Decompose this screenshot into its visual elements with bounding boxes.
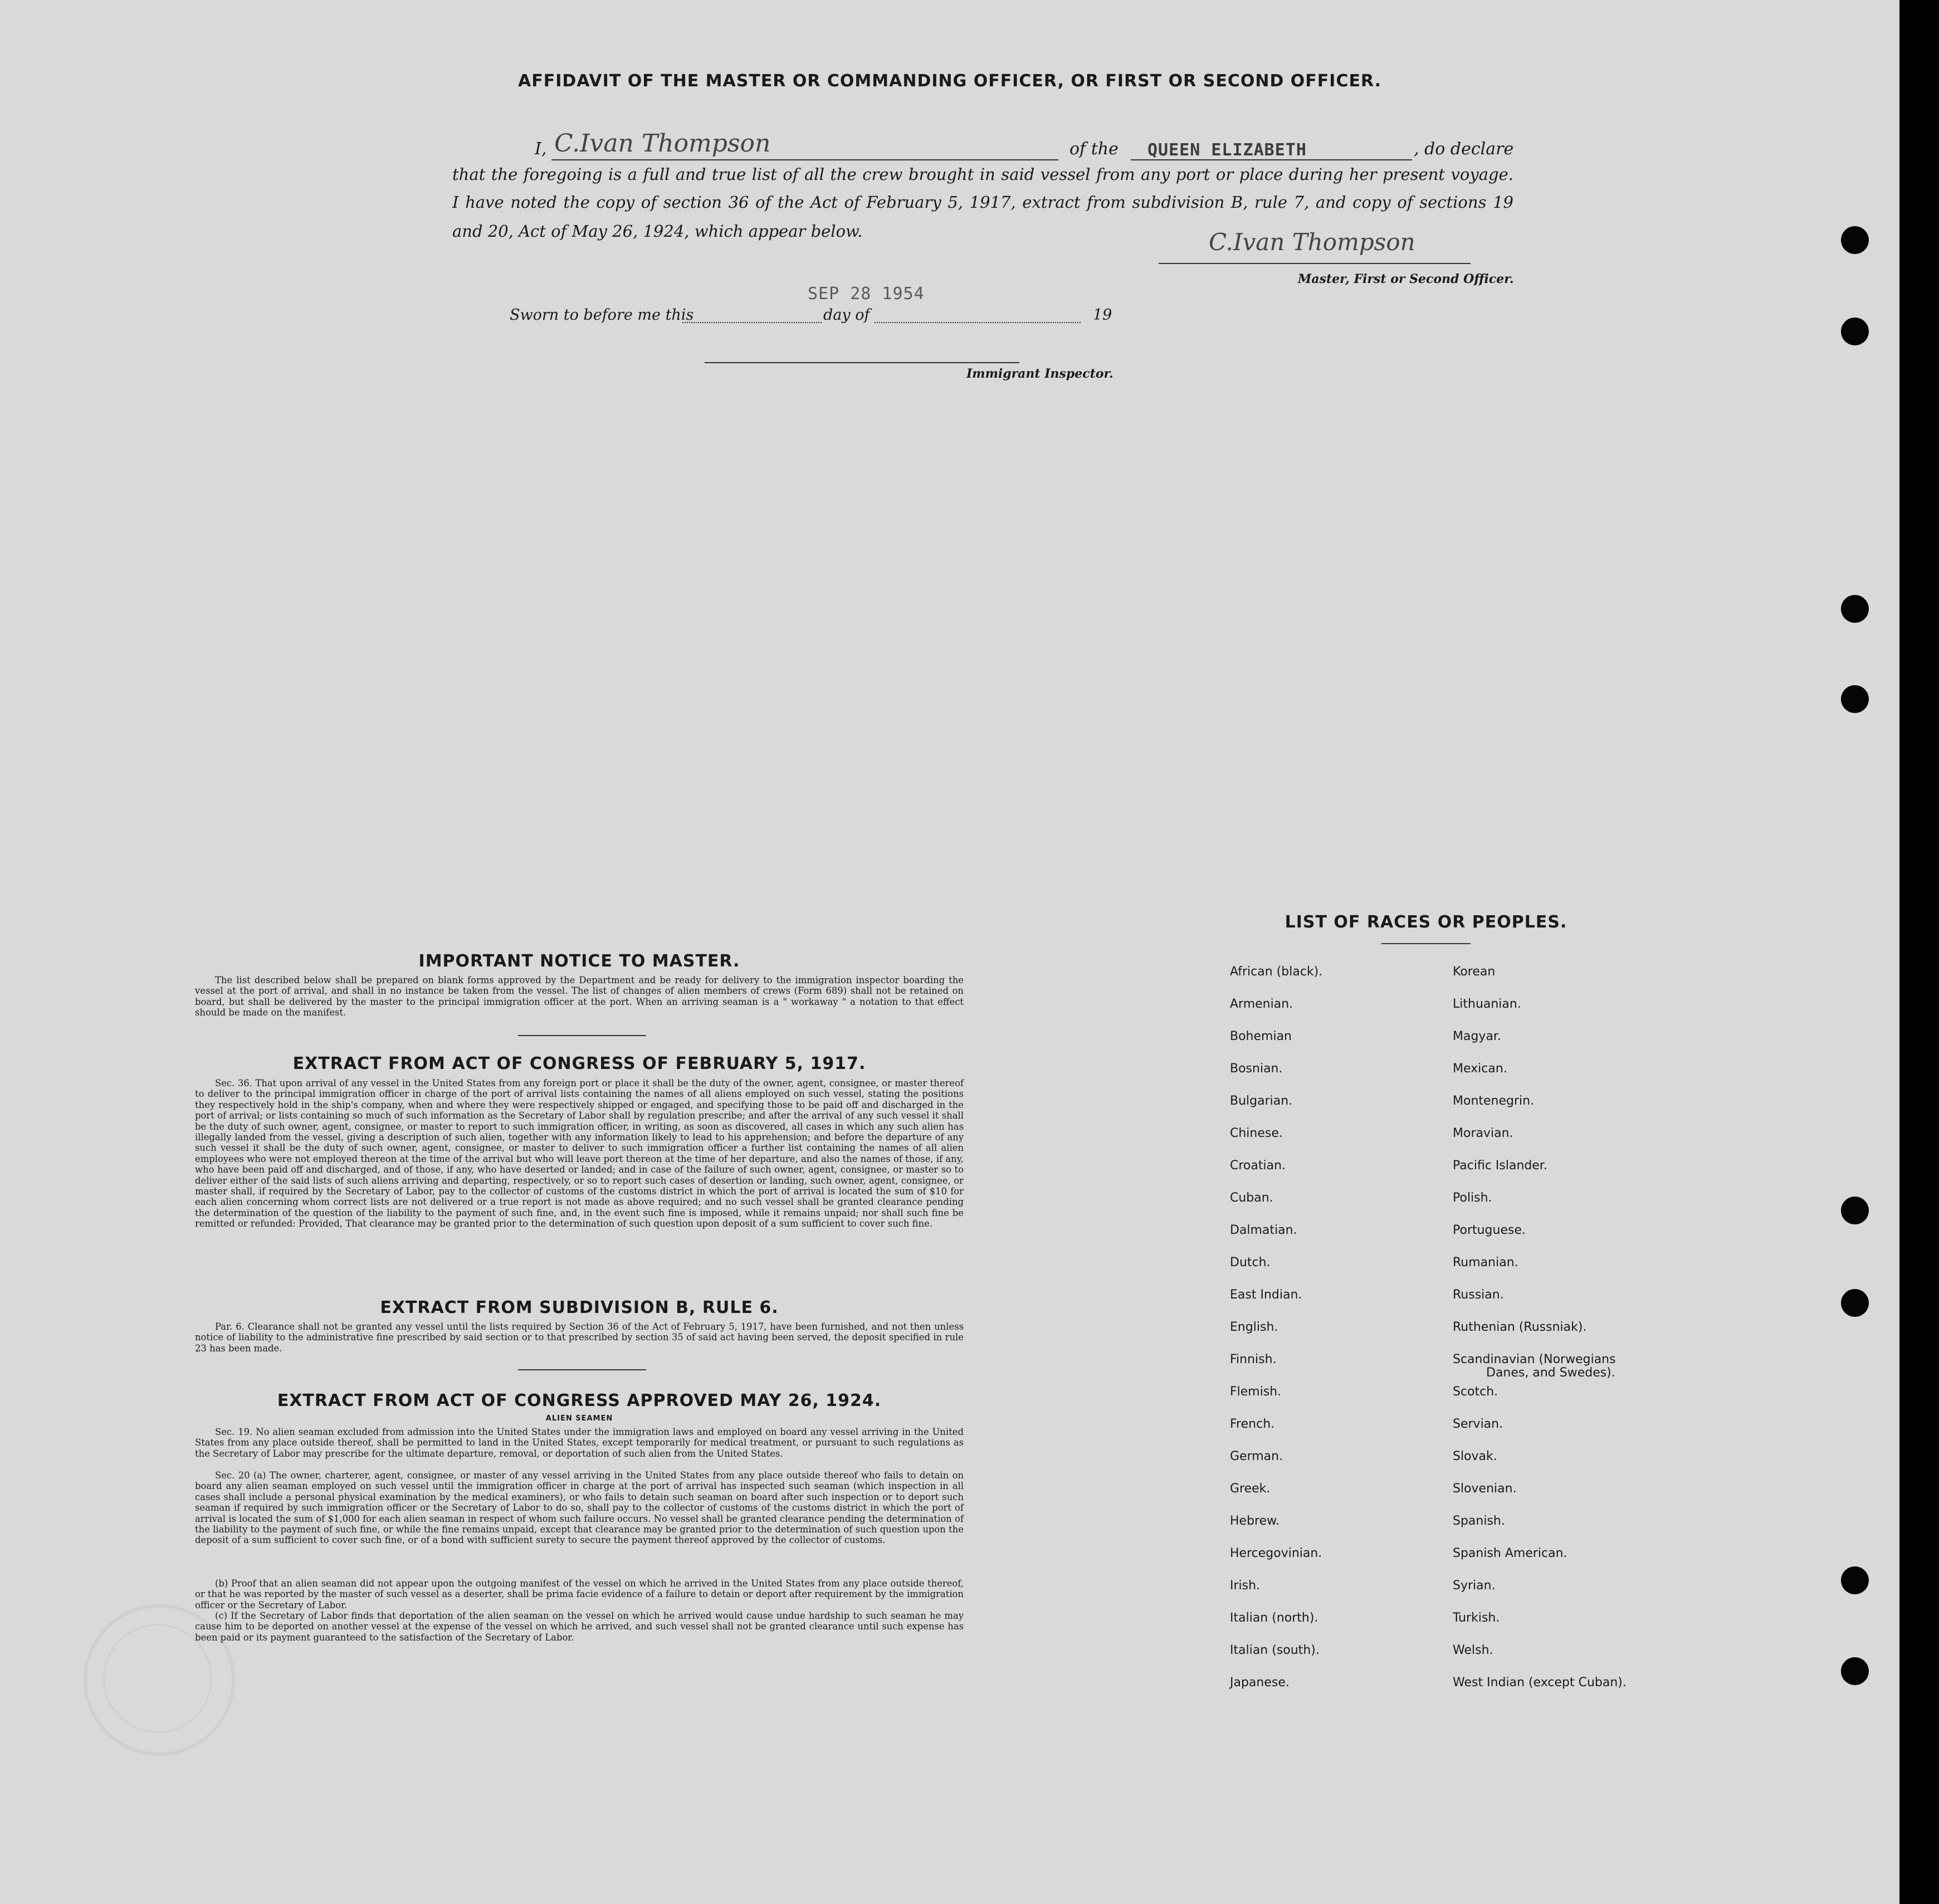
notice-title: IMPORTANT NOTICE TO MASTER. bbox=[418, 951, 740, 971]
race-item: Danes, and Swedes). bbox=[1486, 1366, 1615, 1380]
sworn-day-blank bbox=[682, 322, 822, 323]
race-item: Japanese. bbox=[1230, 1676, 1290, 1690]
race-item: Servian. bbox=[1453, 1417, 1503, 1431]
race-item: Armenian. bbox=[1230, 997, 1293, 1011]
extract-rule6-text: Par. 6. Clearance shall not be granted any vessel until the lists required by Section 36 of the Act of February 5, 1917, have been furnished, and not then unless notice of liability to the administrative fine prescribed by said section or to that prescribed by section 35 of said act having been served, the deposit specified in rule 23 has been made. bbox=[195, 1321, 964, 1354]
inspector-caption: Immigrant Inspector. bbox=[966, 367, 1113, 381]
section-divider bbox=[518, 1035, 646, 1036]
declaration-line-2: that the foregoing is a full and true list of all the crew brought in said vessel from any port or place during her present voyage. bbox=[452, 165, 1513, 184]
race-item: Finnish. bbox=[1230, 1353, 1277, 1366]
race-item: Chinese. bbox=[1230, 1126, 1283, 1140]
punch-hole bbox=[1841, 226, 1869, 254]
punch-hole bbox=[1841, 1289, 1869, 1317]
sworn-prefix: Sworn to before me this bbox=[510, 306, 694, 324]
punch-hole bbox=[1841, 1566, 1869, 1594]
punch-hole bbox=[1841, 1197, 1869, 1224]
races-title: LIST OF RACES OR PEOPLES. bbox=[1284, 912, 1567, 932]
race-item: Welsh. bbox=[1453, 1643, 1493, 1657]
race-item: French. bbox=[1230, 1417, 1275, 1431]
race-item: Italian (north). bbox=[1230, 1611, 1318, 1625]
race-item: Syrian. bbox=[1453, 1579, 1496, 1593]
declaration-line-3: I have noted the copy of section 36 of the Act of February 5, 1917, extract from subdivision B, rule 7, and copy of sections 19 bbox=[452, 193, 1513, 212]
inspector-signature-line bbox=[705, 362, 1019, 363]
race-item: Turkish. bbox=[1453, 1611, 1500, 1625]
punch-hole bbox=[1841, 318, 1869, 345]
race-item: Moravian. bbox=[1453, 1126, 1513, 1140]
punch-hole bbox=[1841, 595, 1869, 623]
extract-1924-sec19: Sec. 19. No alien seaman excluded from admission into the United States under the immigration laws and employed on board any vessel arriving in the United States from any place outside thereof, shall be permitted to land in the United States, except temporarily for medical treatment, or pursuant to such regulations as the Secretary of Labor may prescribe for the ultimate departure, removal, or deportation of such alien from the United States. bbox=[195, 1427, 964, 1459]
race-item: Korean bbox=[1453, 965, 1496, 979]
affidavit-title: AFFIDAVIT OF THE MASTER OR COMMANDING OFFICER, OR FIRST OR SECOND OFFICER. bbox=[517, 71, 1382, 91]
name-blank bbox=[551, 159, 1058, 160]
race-item: Bosnian. bbox=[1230, 1062, 1283, 1076]
race-item: German. bbox=[1230, 1449, 1283, 1463]
section-divider bbox=[518, 1369, 646, 1370]
race-item: Lithuanian. bbox=[1453, 997, 1521, 1011]
race-item: Irish. bbox=[1230, 1579, 1261, 1593]
declaration-of-the: of the bbox=[1069, 139, 1119, 159]
race-item: Bulgarian. bbox=[1230, 1094, 1293, 1108]
declaration-line-4: and 20, Act of May 26, 1924, which appear below. bbox=[452, 222, 863, 241]
race-item: Slovenian. bbox=[1453, 1482, 1517, 1496]
race-item: Russian. bbox=[1453, 1288, 1504, 1302]
punch-hole bbox=[1841, 685, 1869, 713]
race-item: Flemish. bbox=[1230, 1385, 1282, 1399]
extract-rule6-title: EXTRACT FROM SUBDIVISION B, RULE 6. bbox=[380, 1298, 779, 1317]
alien-seamen-subhead: ALIEN SEAMEN bbox=[545, 1414, 613, 1423]
signer-name-handwritten: C.Ivan Thompson bbox=[554, 129, 771, 158]
race-item: East Indian. bbox=[1230, 1288, 1302, 1302]
race-item: Polish. bbox=[1453, 1191, 1492, 1205]
race-item: West Indian (except Cuban). bbox=[1453, 1676, 1627, 1690]
date-stamp: SEP 28 1954 bbox=[808, 284, 925, 304]
race-item: African (black). bbox=[1230, 965, 1323, 979]
race-item: Pacific Islander. bbox=[1453, 1159, 1547, 1173]
master-signature: C.Ivan Thompson bbox=[1209, 228, 1415, 256]
race-item: Scotch. bbox=[1453, 1385, 1498, 1399]
extract-1917-text: Sec. 36. That upon arrival of any vessel in the United States from any foreign port or place it shall be the duty of the owner, agent, consignee, or master thereof to deliver to the principal immigration officer in charge of the port of arrival lists containing the names of all aliens employed on such vessel, stating the positions they respectively hold in the ship's company, when and where they were respectively shipped or engaged, and specifying those to be paid off and discharged in the port of arrival; or lists containing so much of such information as the Secretary of Labor shall by regulation prescribe; and after the arrival of any such vessel it shall be the duty of such owner, agent, consignee, or master to report to such immigration officer, in writing, as soon as discovered, all cases in which any such alien has illegally landed from the vessel, giving a description of such alien, together with any information likely to lead to his apprehension; and before the departure of any such vessel it shall be the duty of such owner, agent, consignee, or master to deliver to such immigration officer a further list containing the names of all alien employees who were not employed thereon at the time of the arrival but who will leave port thereon at the time of her departure, and also the names of those, if any, who have been paid off and discharged, and of those, if any, who have deserted or landed; and in case of the failure of such owner, agent, consignee, or master so to deliver either of the said lists of such aliens arriving and departing, respectively, or so to report such cases of desertion or landing, such owner, agent, consignee, or master shall, if required by the Secretary of Labor, pay to the collector of customs of the customs district in which the port of arrival is located the sum of $10 for each alien concerning whom correct lists are not delivered or a true report is not made as above required; and no such vessel shall be granted clearance pending the determination of the question of the liability to the payment of such fine, and, in the event such fine is imposed, while it remains unpaid; nor shall such fine be remitted or refunded: Provided, That clearance may be granted prior to the determination of such question upon deposit of a sum sufficient to cover such fine. bbox=[195, 1078, 964, 1229]
extract-1924-sec20c: (c) If the Secretary of Labor finds that deportation of the alien seaman on the vessel on which he arrived would cause undue hardship to such seaman he may cause him to be deported on another vessel at the expense of the vessel on which he arrived, and such vessel shall not be granted clearance until such expense has been paid or its payment guaranteed to the satisfaction of the Secretary of Labor. bbox=[195, 1610, 964, 1643]
race-item: Hebrew. bbox=[1230, 1514, 1280, 1528]
race-item: Portuguese. bbox=[1453, 1223, 1526, 1237]
sworn-day-of: day of bbox=[823, 306, 870, 324]
extract-1917-title: EXTRACT FROM ACT OF CONGRESS OF FEBRUARY 5, 1917. bbox=[292, 1054, 866, 1073]
race-item: Italian (south). bbox=[1230, 1643, 1320, 1657]
race-item: Magyar. bbox=[1453, 1029, 1501, 1043]
vessel-name-stamp: QUEEN ELIZABETH bbox=[1147, 140, 1307, 160]
race-item: Mexican. bbox=[1453, 1062, 1507, 1076]
race-item: Bohemian bbox=[1230, 1029, 1292, 1043]
sworn-month-blank bbox=[875, 322, 1081, 323]
signature-caption: Master, First or Second Officer. bbox=[1298, 272, 1514, 286]
declaration-do-declare: , do declare bbox=[1414, 139, 1514, 159]
race-item: Cuban. bbox=[1230, 1191, 1273, 1205]
notice-text: The list described below shall be prepared on blank forms approved by the Department and be ready for delivery to the immigration inspector boarding the vessel at the port of arrival, and shall in no instance be taken from the vessel. The list of changes of alien members of crews (Form 689) shall not be retained on board, but shall be delivered by the master to the principal immigration officer at the port. When an arriving seaman is a " workaway " a notation to that effect should be made on the manifest. bbox=[195, 975, 964, 1018]
race-item: Spanish American. bbox=[1453, 1546, 1567, 1560]
race-item: Slovak. bbox=[1453, 1449, 1497, 1463]
signature-line bbox=[1159, 263, 1471, 264]
race-item: Ruthenian (Russniak). bbox=[1453, 1320, 1587, 1334]
race-item: Rumanian. bbox=[1453, 1256, 1518, 1270]
extract-1924-title: EXTRACT FROM ACT OF CONGRESS APPROVED MAY 26, 1924. bbox=[277, 1391, 882, 1410]
extract-1924-sec20b: (b) Proof that an alien seaman did not appear upon the outgoing manifest of the vessel on which he arrived in the United States from any place outside thereof, or that he was reported by the master of such vessel as a deserter, shall be prima facie evidence of a failure to detain or deport after requirement by the immigration officer or the Secretary of Labor. bbox=[195, 1578, 964, 1610]
race-item: Dalmatian. bbox=[1230, 1223, 1297, 1237]
race-item: Greek. bbox=[1230, 1482, 1271, 1496]
race-item: English. bbox=[1230, 1320, 1278, 1334]
race-item: Spanish. bbox=[1453, 1514, 1505, 1528]
race-item: Hercegovinian. bbox=[1230, 1546, 1322, 1560]
races-divider bbox=[1381, 943, 1471, 944]
extract-1924-sec20a: Sec. 20 (a) The owner, charterer, agent, consignee, or master of any vessel arriving in the United States from any place outside thereof who fails to detain on board any alien seaman employed on such vessel until the immigration officer in charge at the port of arrival has inspected such seaman (which inspection in all cases shall include a personal physical examination by the medical examiners), or who fails to detain such seaman on board after such inspection or to deport such seaman if required by such immigration officer or the Secretary of Labor to do so, shall pay to the collector of customs of the customs district in which the port of arrival is located the sum of $1,000 for each alien seaman in respect of whom such failure occurs. No vessel shall be granted clearance pending the determination of the liability to the payment of such fine, or while the fine remains unpaid, except that clearance may be granted prior to the determination of such question upon the deposit of a sum sufficient to cover such fine, or of a bond with sufficient surety to secure the payment thereof approved by the collector of customs. bbox=[195, 1470, 964, 1546]
race-item: Montenegrin. bbox=[1453, 1094, 1535, 1108]
sworn-year: 19 bbox=[1093, 306, 1112, 324]
race-item: Dutch. bbox=[1230, 1256, 1271, 1270]
declaration-i: I, bbox=[535, 139, 547, 159]
race-item: Scandinavian (Norwegians bbox=[1453, 1353, 1616, 1366]
race-item: Croatian. bbox=[1230, 1159, 1286, 1173]
punch-hole bbox=[1841, 1657, 1869, 1685]
